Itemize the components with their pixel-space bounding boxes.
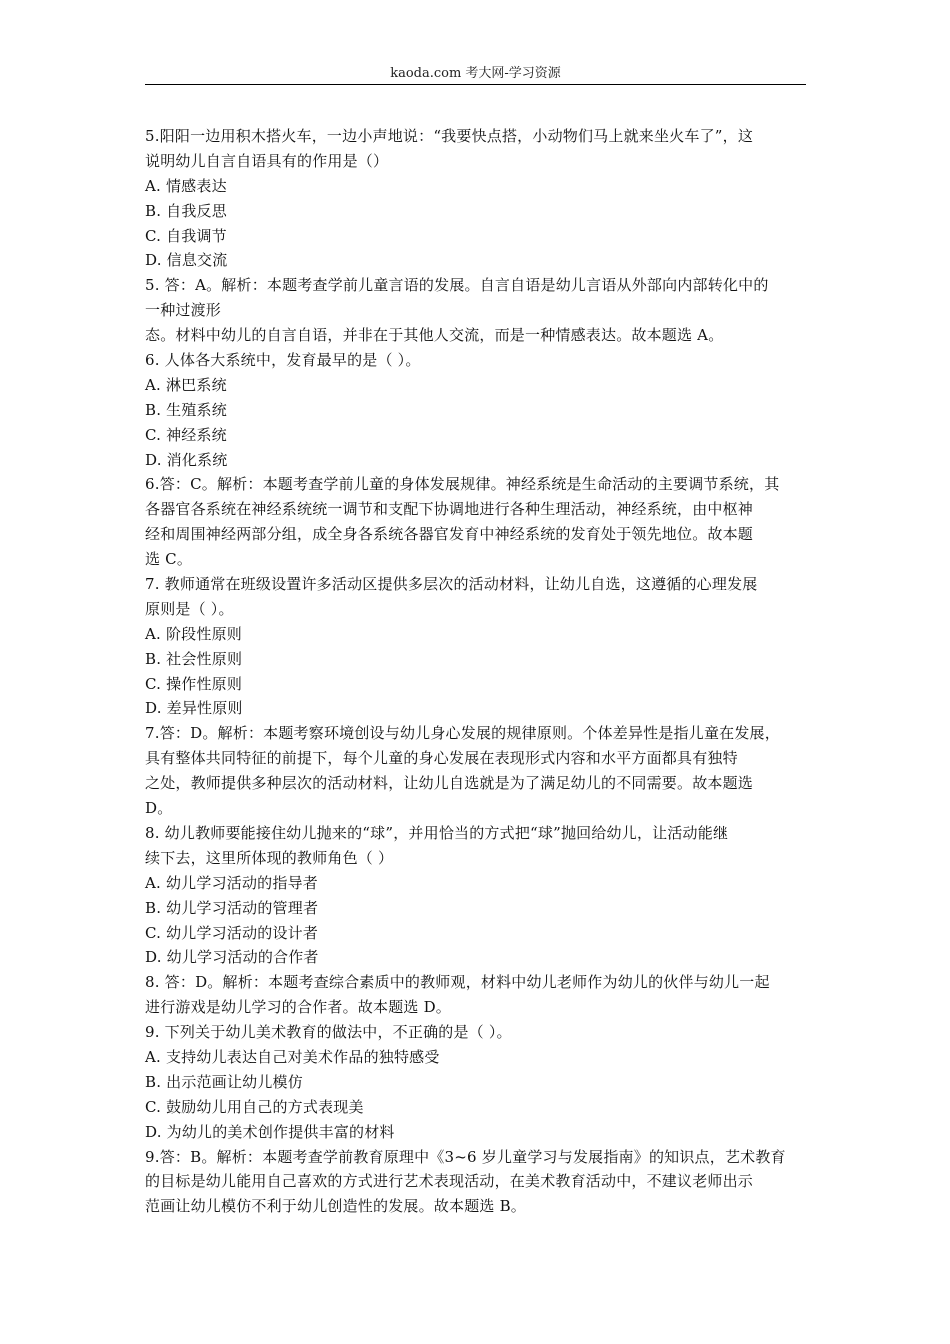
text-line: C. 神经系统	[145, 425, 227, 444]
header-divider	[145, 84, 806, 85]
text-line: 9. 下列关于幼儿美术教育的做法中，不正确的是（ ）。	[145, 1023, 512, 1042]
text-line: A. 支持幼儿表达自己对美术作品的独特感受	[145, 1047, 440, 1066]
text-line: 范画让幼儿模仿不利于幼儿创造性的发展。故本题选 B。	[145, 1197, 526, 1216]
text-line: 一种过渡形	[145, 301, 222, 320]
text-line: D. 幼儿学习活动的合作者	[145, 948, 319, 967]
text-line: 各器官各系统在神经系统统一调节和支配下协调地进行各种生理活动，神经系统，由中枢神	[145, 500, 754, 519]
text-line: C. 鼓励幼儿用自己的方式表现美	[145, 1097, 364, 1116]
text-line: 5. 答：A。解析：本题考查学前儿童言语的发展。自言自语是幼儿言语从外部向内部转化中的	[145, 276, 769, 295]
text-line: D。	[145, 799, 173, 818]
text-line: C. 幼儿学习活动的设计者	[145, 923, 319, 942]
text-line: 态。材料中幼儿的自言自语，并非在于其他人交流，而是一种情感表达。故本题选 A。	[145, 326, 724, 345]
text-line: 5.阳阳一边用积木搭火车，一边小声地说：“我要快点搭，小动物们马上就来坐火车了”，这	[145, 127, 754, 145]
text-line: D. 消化系统	[145, 450, 228, 469]
text-line: D. 差异性原则	[145, 699, 243, 718]
text-line: A. 阶段性原则	[145, 624, 242, 643]
text-line: 6. 人体各大系统中，发育最早的是（ ）。	[145, 351, 421, 370]
text-line: A. 淋巴系统	[145, 375, 227, 394]
text-line: B. 自我反思	[145, 201, 227, 220]
text-line: 7. 教师通常在班级设置许多活动区提供多层次的活动材料，让幼儿自选，这遵循的心理发展	[145, 575, 758, 594]
text-line: 具有整体共同特征的前提下，每个儿童的身心发展在表现形式内容和水平方面都具有独特	[145, 749, 738, 768]
text-line: D. 为幼儿的美术创作提供丰富的材料	[145, 1122, 395, 1141]
text-line: A. 情感表达	[145, 176, 227, 195]
text-line: 之处，教师提供多种层次的活动材料，让幼儿自选就是为了满足幼儿的不同需要。故本题选	[145, 774, 754, 793]
text-line: C. 操作性原则	[145, 674, 243, 693]
text-line: A. 幼儿学习活动的指导者	[145, 873, 318, 892]
text-line: 的目标是幼儿能用自己喜欢的方式进行艺术表现活动，在美术教育活动中，不建议老师出示	[145, 1172, 754, 1191]
text-line: 续下去，这里所体现的教师角色（ ）	[145, 848, 394, 867]
text-line: 7.答：D。解析：本题考察环境创设与幼儿身心发展的规律原则。个体差异性是指儿童在发展，	[145, 724, 780, 743]
text-line: B. 社会性原则	[145, 649, 243, 668]
text-line: C. 自我调节	[145, 226, 227, 245]
text-line: 9.答：B。解析：本题考查学前教育原理中《3~6 岁儿童学习与发展指南》的知识点，艺术教育	[145, 1147, 786, 1166]
text-line: 6.答：C。解析：本题考查学前儿童的身体发展规律。神经系统是生命活动的主要调节系统，其	[145, 475, 780, 494]
text-line: B. 生殖系统	[145, 400, 227, 419]
text-line: B. 出示范画让幼儿模仿	[145, 1072, 303, 1091]
text-line: 8. 幼儿教师要能接住幼儿抛来的“球”，并用恰当的方式把“球”抛回给幼儿，让活动能继	[145, 823, 729, 842]
text-line: 原则是（ ）。	[145, 599, 234, 618]
text-line: B. 幼儿学习活动的管理者	[145, 898, 319, 917]
document-body	[145, 124, 806, 1219]
text-line: D. 信息交流	[145, 251, 228, 270]
text-line: 说明幼儿自言自语具有的作用是（）	[145, 151, 389, 170]
text-line: 进行游戏是幼儿学习的合作者。故本题选 D。	[145, 998, 451, 1017]
page-header: kaoda.com 考大网-学习资源	[390, 66, 561, 81]
text-line: 经和周围神经两部分组，成全身各系统各器官发育中神经系统的发育处于领先地位。故本题	[145, 525, 754, 544]
text-line: 8. 答：D。解析：本题考查综合素质中的教师观，材料中幼儿老师作为幼儿的伙伴与幼儿一起	[145, 973, 770, 992]
text-line: 选 C。	[145, 550, 193, 569]
